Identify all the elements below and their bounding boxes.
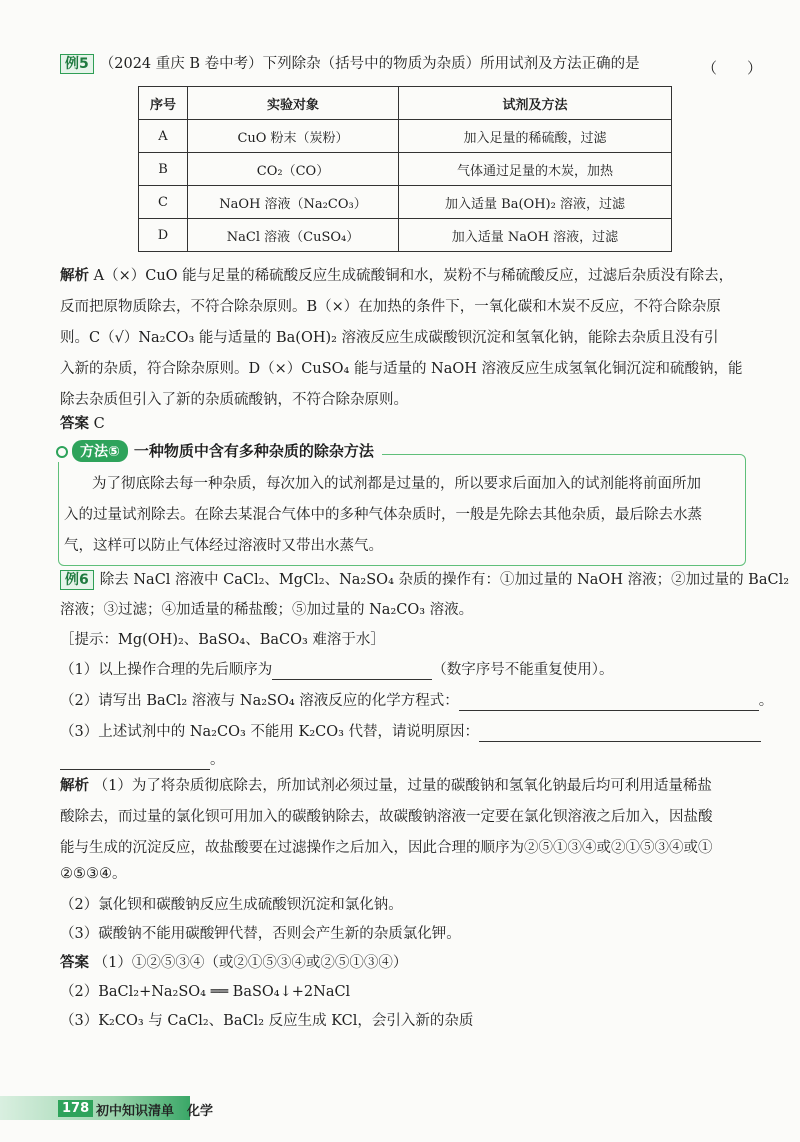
- sub-question-2: [60, 691, 773, 711]
- sub-question-3-cont: [60, 750, 225, 770]
- example6-analysis-line: （2）氯化钡和碳酸钠反应生成硫酸钡沉淀和氯化钠。: [60, 897, 403, 913]
- analysis-label: 解析: [60, 268, 89, 284]
- method-line: 气，这样可以防止气体经过溶液时又带出水蒸气。: [64, 538, 383, 554]
- table-cell: CO₂（CO）: [188, 153, 399, 186]
- method-line: 为了彻底除去每一种杂质，每次加入的试剂都是过量的，所以要求后面加入的试剂能将前面所加: [92, 476, 701, 492]
- example5-analysis-line: 除去杂质但引入了新的杂质硫酸钠，不符合除杂原则。: [60, 392, 408, 408]
- example6-question: [60, 570, 789, 590]
- table-row: [139, 153, 672, 186]
- sub1-text: （1）以上操作合理的先后顺序为: [60, 662, 273, 678]
- analysis-text: （1）为了将杂质彻底除去，所加试剂必须过量，过量的碳酸钠和氢氧化钠最后均可利用适量稀盐: [93, 778, 712, 794]
- example6-text: 除去 NaCl 溶液中 CaCl₂、MgCl₂、Na₂SO₄ 杂质的操作有：①加过量的 NaOH 溶液；②加过量的 BaCl₂: [99, 572, 790, 588]
- example6-question-cont: 溶液；③过滤；④加适量的稀盐酸；⑤加过量的 Na₂CO₃ 溶液。: [60, 602, 474, 618]
- example5-question: [60, 54, 640, 74]
- table-cell: NaCl 溶液（CuSO₄）: [188, 219, 399, 252]
- example5-analysis-line: [60, 266, 733, 286]
- example5-answer: [60, 414, 105, 434]
- table-header-row: [139, 87, 672, 120]
- book-title: 初中知识清单 化学: [96, 1104, 214, 1119]
- example5-analysis-line: 则。C（√）Na₂CO₃ 能与适量的 Ba(OH)₂ 溶液反应生成碳酸钡沉淀和氢氧化钠，能除去杂质且没有引: [60, 330, 719, 346]
- answer-value: C: [93, 416, 105, 432]
- answer-label: 答案: [60, 416, 89, 432]
- answer-label: 答案: [60, 955, 89, 971]
- sub3-text: （3）上述试剂中的 Na₂CO₃ 不能用 K₂CO₃ 代替，请说明原因：: [60, 724, 480, 740]
- answer-line: （1）①②⑤③④（或②①⑤③④或②⑤①③④）: [93, 955, 408, 971]
- sub2-text: （2）请写出 BaCl₂ 溶液与 Na₂SO₄ 溶液反应的化学方程式：: [60, 693, 459, 709]
- answer-line: （2）BaCl₂+Na₂SO₄ ══ BaSO₄↓+2NaCl: [60, 984, 351, 1000]
- sub-question-3: [60, 722, 761, 742]
- table-cell: A: [139, 120, 188, 153]
- sub1-note: （数字序号不能重复使用）。: [432, 662, 614, 678]
- method-title: 一种物质中含有多种杂质的除杂方法: [133, 442, 374, 460]
- table-cell: 加入适量 NaOH 溶液，过滤: [399, 219, 672, 252]
- table-cell: 加入适量 Ba(OH)₂ 溶液，过滤: [399, 186, 672, 219]
- analysis-text: A（×）CuO 能与足量的稀硫酸反应生成硫酸铜和水，炭粉不与稀硫酸反应，过滤后杂质没有除去，: [93, 268, 734, 284]
- sub-question-1: [60, 660, 613, 680]
- example5-text: （2024 重庆 B 卷中考）下列除杂（括号中的物质为杂质）所用试剂及方法正确的是: [99, 56, 640, 72]
- example6-analysis-line: [60, 776, 712, 796]
- answer-line: （3）K₂CO₃ 与 CaCl₂、BaCl₂ 反应生成 KCl，会引入新的杂质: [60, 1013, 474, 1029]
- table-cell: C: [139, 186, 188, 219]
- page-number: 178: [58, 1100, 93, 1117]
- example6-answer: [60, 953, 407, 973]
- header-method: 试剂及方法: [399, 87, 672, 120]
- example6-analysis-line: ②⑤③④。: [60, 866, 127, 882]
- sub2-end: 。: [758, 693, 774, 709]
- method-line: 入的过量试剂除去。在除去某混合气体中的多种气体杂质时，一般是先除去其他杂质，最后除去水蒸: [64, 507, 702, 523]
- answer-blank[interactable]: [60, 755, 210, 770]
- answer-blank[interactable]: [459, 696, 759, 711]
- table-row: [139, 219, 672, 252]
- analysis-label: 解析: [60, 778, 89, 794]
- answer-blank[interactable]: [479, 727, 761, 742]
- sub3-end: 。: [210, 752, 225, 768]
- table-cell: NaOH 溶液（Na₂CO₃）: [188, 186, 399, 219]
- answer-paren: （ ）: [702, 59, 763, 77]
- table-row: [139, 120, 672, 153]
- reagent-table: [138, 86, 672, 252]
- example6-analysis-line: （3）碳酸钠不能用碳酸钾代替，否则会产生新的杂质氯化钾。: [60, 926, 461, 942]
- header-object: 实验对象: [188, 87, 399, 120]
- table-cell: B: [139, 153, 188, 186]
- table-cell: D: [139, 219, 188, 252]
- answer-blank[interactable]: [272, 665, 432, 680]
- table-cell: 加入足量的稀硫酸，过滤: [399, 120, 672, 153]
- table-cell: 气体通过足量的木炭，加热: [399, 153, 672, 186]
- example6-hint: ［提示：Mg(OH)₂、BaSO₄、BaCO₃ 难溶于水］: [60, 632, 385, 648]
- example5-tag: 例5: [60, 54, 94, 74]
- bullet-icon: [56, 446, 68, 458]
- table-row: [139, 186, 672, 219]
- example6-analysis-line: 能与生成的沉淀反应，故盐酸要在过滤操作之后加入，因此合理的顺序为②⑤①③④或②①⑤③④或①: [60, 840, 713, 856]
- method-title-bar: [56, 440, 382, 462]
- header-index: 序号: [139, 87, 188, 120]
- example6-tag: 例6: [60, 570, 94, 590]
- example6-analysis-line: 酸除去，而过量的氯化钡可用加入的碳酸钠除去，故碳酸钠溶液一定要在氯化钡溶液之后加入，因盐酸: [60, 809, 713, 825]
- example5-analysis-line: 反而把原物质除去，不符合除杂原则。B（×）在加热的条件下，一氧化碳和木炭不反应，不符合除杂原: [60, 299, 721, 315]
- method-badge: 方法⑤: [72, 440, 128, 462]
- table-cell: CuO 粉末（炭粉）: [188, 120, 399, 153]
- example5-analysis-line: 入新的杂质，符合除杂原则。D（×）CuSO₄ 能与适量的 NaOH 溶液反应生成氢氧化铜沉淀和硫酸钠，能: [60, 361, 743, 377]
